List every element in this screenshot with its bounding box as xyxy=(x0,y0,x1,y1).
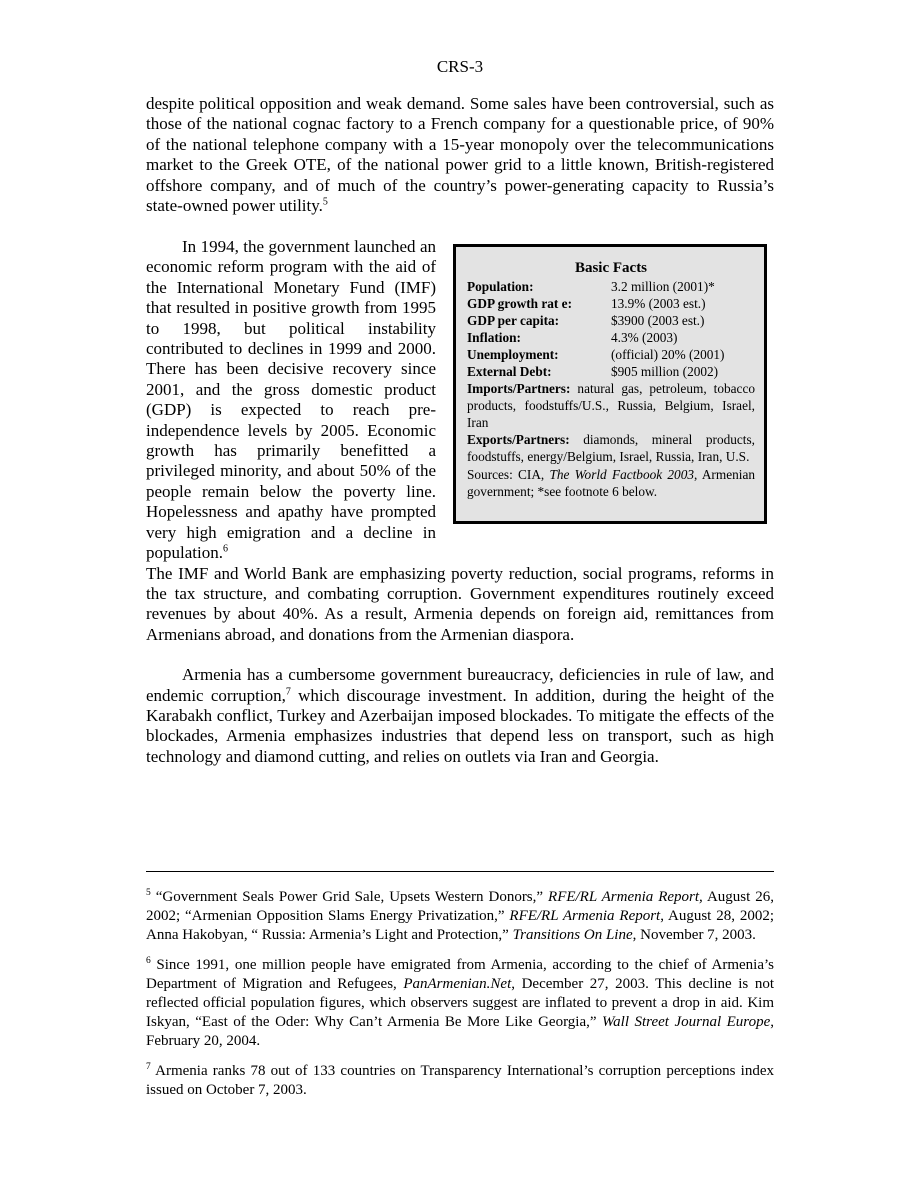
footnote-5-text: “Government Seals Power Grid Sale, Upsets Western Donors,” xyxy=(150,889,549,905)
footnote-6-text: , February 20, 2004. xyxy=(146,1014,774,1050)
fact-sources xyxy=(467,466,755,500)
fact-exports-label: Exports/Partners: xyxy=(467,432,570,447)
fact-exports-value: diamonds, mineral products, foodstuffs, energy/Belgium, Israel, Russia, Iran, U.S. xyxy=(467,432,755,464)
footnote-7 xyxy=(146,1062,774,1100)
footnote-ref-7[interactable]: 7 xyxy=(285,685,291,697)
footnote-6-mark: 6 xyxy=(146,955,151,966)
fact-row-external-debt xyxy=(467,363,755,380)
fact-label: GDP growth rat e: xyxy=(467,296,572,311)
fact-value: 3.2 million (2001)* xyxy=(611,279,715,294)
fact-imports xyxy=(467,380,755,431)
fact-value: (official) 20% (2001) xyxy=(611,347,725,362)
fact-imports-label: Imports/Partners: xyxy=(467,381,571,396)
footnote-7-mark: 7 xyxy=(146,1061,151,1072)
fact-exports xyxy=(467,431,755,465)
footnote-5-mark: 5 xyxy=(146,888,151,898)
footnote-5-source: Transitions On Line xyxy=(512,927,633,944)
footnote-divider xyxy=(146,871,774,872)
fact-label: Population: xyxy=(467,279,534,294)
fact-label: Unemployment: xyxy=(467,347,559,362)
footnote-5-text: , August 28, 2002; Anna Hakobyan, “ Russia: Armenia’s Light and Protection,” xyxy=(146,908,774,944)
fact-row-gdp-growth xyxy=(467,295,755,312)
fact-sources-title: The World Factbook 2003 xyxy=(549,467,694,482)
fact-value: 13.9% (2003 est.) xyxy=(611,296,706,311)
fact-sources-prefix: Sources: CIA, xyxy=(467,467,550,482)
footnote-5-text: , November 7, 2003. xyxy=(632,927,756,944)
footnote-ref-5[interactable]: 5 xyxy=(322,196,328,208)
paragraph-3 xyxy=(146,665,774,767)
fact-label: GDP per capita: xyxy=(467,313,560,328)
footnote-5-text: August 26, 2002; “Armenian Opposition Slams Energy Privatization,” xyxy=(146,889,774,925)
fact-row-gdp-per-capita xyxy=(467,312,755,329)
fact-row-population xyxy=(467,278,755,295)
paragraph-3-text-b: which discourage investment. In addition, during the height of the Karabakh conflict, Turkey and Azerbaijan imposed blockades. To mitigate the effects of the blockades, Armenia emphasizes industries that depend less on transport, such as high technology and diamond cutting, and relies on outlets via Iran and Georgia. xyxy=(146,685,774,766)
footnote-6-text: , December 27, 2003. This decline is not reflected official population figures, which observers suggest are inflated to prevent a drop in aid. Kim Iskyan, “East of the Oder: Why Can’t Armenia Be More Like Georgia,” xyxy=(146,975,774,1031)
fact-imports-value: natural gas, petroleum, tobacco products, foodstuffs/U.S., Russia, Belgium, Israel, Iran xyxy=(467,381,755,430)
footnote-6-source: Wall Street Journal Europe xyxy=(602,1014,771,1031)
footnote-7-text: Armenia ranks 78 out of 133 countries on Transparency International’s corruption perceptions index issued on October 7, 2003. xyxy=(146,1062,774,1098)
fact-label: External Debt: xyxy=(467,364,552,379)
fact-row-unemployment xyxy=(467,346,755,363)
fact-value: $3900 (2003 est.) xyxy=(611,313,705,328)
footnote-6 xyxy=(146,956,774,1052)
paragraph-2-continued: The IMF and World Bank are emphasizing poverty reduction, social programs, reforms in the tax structure, and combating corruption. Government expenditures routinely exceed revenues by about 40%. As a result, Armenia depends on foreign aid, remittances from Armenians abroad, and donations from the Armenian diaspora. xyxy=(146,563,774,644)
footnote-6-text: Since 1991, one million people have emigrated from Armenia, according to the chief of Armenia’s Department of Migration and Refugees, xyxy=(146,956,774,992)
fact-sources-suffix: , Armenian government; *see footnote 6 below. xyxy=(467,467,755,499)
basic-facts-box xyxy=(453,244,767,524)
footnote-6-source: PanArmenian.Net xyxy=(403,975,512,992)
paragraph-3-text-a: Armenia has a cumbersome government bureaucracy, deficiencies in rule of law, and endemic corruption, xyxy=(146,665,774,705)
fact-value: $905 million (2002) xyxy=(611,364,719,379)
paragraph-2-side-text xyxy=(146,237,436,564)
footnote-5-source: RFE/RL Armenia Report, xyxy=(548,889,703,905)
footnote-ref-6[interactable]: 6 xyxy=(222,543,228,555)
footnotes xyxy=(146,888,774,1110)
paragraph-1-text: despite political opposition and weak demand. Some sales have been controversial, such as those of the national cognac factory to a French company for a questionable price, of 90% of the national telephone company with a 15-year monopoly over the telecommunications market to the Greek OTE, of the national power grid to a little known, British-registered offshore company, and of much of the country’s power-generating capacity to Russia’s state-owned power utility. xyxy=(146,94,774,216)
fact-value: 4.3% (2003) xyxy=(611,330,678,345)
paragraph-2-side-text-content: In 1994, the government launched an economic reform program with the aid of the International Monetary Fund (IMF) that resulted in positive growth from 1995 to 1998, but political instability contributed to declines in 1999 and 2000. There has been decisive recovery since 2001, and the gross domestic product (GDP) is expected to reach pre-independence levels by 2005. Economic growth has primarily benefitted a privileged minority, and about 50% of the people remain below the poverty line. Hopelessness and apathy have prompted very high emigration and a decline in population. xyxy=(146,237,436,563)
footnote-5 xyxy=(146,888,774,946)
basic-facts-title: Basic Facts xyxy=(574,260,648,276)
paragraph-1 xyxy=(146,94,774,216)
footnote-5-source: RFE/RL Armenia Report xyxy=(509,908,661,925)
fact-row-inflation xyxy=(467,329,755,346)
fact-label: Inflation: xyxy=(467,330,521,345)
page-header: CRS-3 xyxy=(436,57,484,76)
